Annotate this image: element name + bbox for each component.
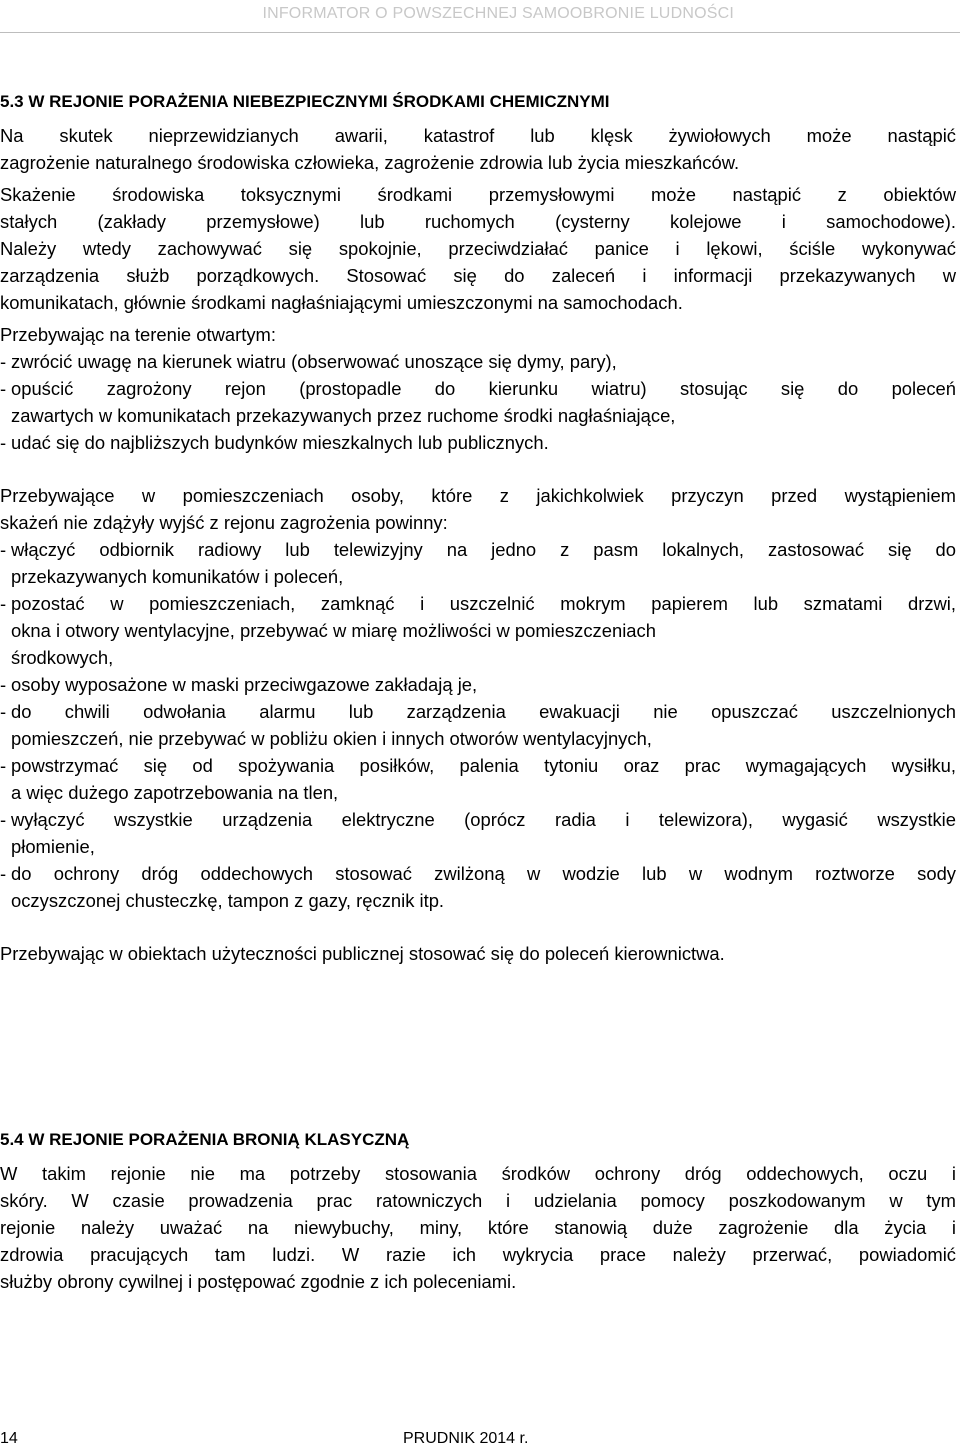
text-line: Przebywające w pomieszczeniach osoby, które z jakichkolwiek przyczyn przed wystąpieniem (0, 485, 956, 506)
list-item: - włączyć odbiornik radiowy lub telewizyjny na jedno z pasm lokalnych, zastosować się do przekazywanych komunikatów i poleceń, (0, 536, 956, 590)
text-line: Skażenie środowiska toksycznymi środkami przemysłowymi może nastąpić z obiektów (0, 184, 956, 205)
paragraph-intro (0, 122, 956, 176)
text-line: środkowych, (11, 647, 114, 668)
text-line: stałych (zakłady przemysłowe) lub ruchomych (cysterny kolejowe i samochodowe). (0, 211, 956, 232)
text-line: Na skutek nieprzewidzianych awarii, katastrof lub klęsk żywiołowych może nastąpić (0, 125, 956, 146)
list-item: - pozostać w pomieszczeniach, zamknąć i uszczelnić mokrym papierem lub szmatami drzwi, okna i otwory wentylacyjne, przebywać w miarę możliwości w pomieszczeniach środkowych, (0, 590, 956, 671)
public-buildings-paragraph (0, 940, 956, 967)
section-5-4 (0, 1128, 956, 1295)
text-line: zdrowia pracujących tam ludzi. W razie ich wykrycia prace należy przerwać, powiadomić (0, 1244, 956, 1265)
indoors-list (0, 536, 956, 914)
text-line: zarządzenia służb porządkowych. Stosować się do zaleceń i informacji przekazywanych w (0, 265, 956, 286)
text-line: Przebywając na terenie otwartym: (0, 324, 276, 345)
text-line: włączyć odbiornik radiowy lub telewizyjny na jedno z pasm lokalnych, zastosować się do (11, 539, 956, 560)
text-line: wyłączyć wszystkie urządzenia elektryczne (oprócz radia i telewizora), wygasić wszystkie (11, 809, 956, 830)
text-line: Przebywając w obiektach użyteczności publicznej stosować się do poleceń kierownictwa. (0, 943, 725, 964)
text-line: rejonie należy uważać na niewybuchy, miny, które stanowią duże zagrożenie dla życia i (0, 1217, 956, 1238)
running-header: INFORMATOR O POWSZECHNEJ SAMOOBRONIE LUDNOŚCI (262, 5, 734, 22)
text-line: komunikatach, głównie środkami nagłaśniającymi umieszczonymi na samochodach. (0, 292, 683, 313)
list-item: - do chwili odwołania alarmu lub zarządzenia ewakuacji nie opuszczać uszczelnionych pomieszczeń, nie przebywać w pobliżu okien i innych otworów wentylacyjnych, (0, 698, 956, 752)
text-line: skóry. W czasie prowadzenia prac ratowniczych i udzielania pomocy poszkodowanym w tym (0, 1190, 956, 1211)
open-area-intro (0, 321, 956, 348)
text-line: udać się do najbliższych budynków mieszkalnych lub publicznych. (11, 432, 549, 453)
list-item: - wyłączyć wszystkie urządzenia elektryczne (oprócz radia i telewizora), wygasić wszystkie płomienie, (0, 806, 956, 860)
text-line: płomienie, (11, 836, 95, 857)
text-line: a więc dużego zapotrzebowania na tlen, (11, 782, 339, 803)
open-area-list (0, 348, 956, 456)
header-rule (0, 32, 960, 33)
paragraph-classic-weapons (0, 1160, 956, 1295)
text-line: Należy wtedy zachowywać się spokojnie, przeciwdziałać panice i lękowi, ściśle wykonywać (0, 238, 956, 259)
page-number: 14 (0, 1430, 18, 1447)
list-item: - zwrócić uwagę na kierunek wiatru (obserwować unoszące się dymy, pary), (0, 348, 956, 375)
section-5-3 (0, 90, 956, 967)
text-line: osoby wyposażone w maski przeciwgazowe zakładają je, (11, 674, 478, 695)
text-line: W takim rejonie nie ma potrzeby stosowania środków ochrony dróg oddechowych, oczu i (0, 1163, 956, 1184)
text-line: zawartych w komunikatach przekazywanych przez ruchome środki nagłaśniające, (11, 405, 676, 426)
text-line: oczyszczonej chusteczkę, tampon z gazy, ręcznik itp. (11, 890, 445, 911)
section-heading: 5.3 W REJONIE PORAŻENIA NIEBEZPIECZNYMI ŚRODKAMI CHEMICZNYMI (0, 92, 610, 111)
list-item: - opuścić zagrożony rejon (prostopadle do kierunku wiatru) stosując się do poleceń zawartych w komunikatach przekazywanych przez ruchome środki nagłaśniające, (0, 375, 956, 429)
text-line: przekazywanych komunikatów i poleceń, (11, 566, 344, 587)
text-line: zwrócić uwagę na kierunek wiatru (obserwować unoszące się dymy, pary), (11, 351, 617, 372)
list-item: - do ochrony dróg oddechowych stosować zwilżoną w wodzie lub w wodnym roztworze sody oczyszczonej chusteczkę, tampon z gazy, ręcznik itp. (0, 860, 956, 914)
text-line: pozostać w pomieszczeniach, zamknąć i uszczelnić mokrym papierem lub szmatami drzwi, (11, 593, 956, 614)
text-line: opuścić zagrożony rejon (prostopadle do kierunku wiatru) stosując się do poleceń (11, 378, 956, 399)
text-line: do chwili odwołania alarmu lub zarządzenia ewakuacji nie opuszczać uszczelnionych (11, 701, 956, 722)
section-heading: 5.4 W REJONIE PORAŻENIA BRONIĄ KLASYCZNĄ (0, 1130, 410, 1149)
text-line: do ochrony dróg oddechowych stosować zwilżoną w wodzie lub w wodnym roztworze sody (11, 863, 956, 884)
footer-issue: PRUDNIK 2014 r. (403, 1430, 529, 1447)
list-item: - osoby wyposażone w maski przeciwgazowe zakładają je, (0, 671, 956, 698)
text-line: służby obrony cywilnej i postępować zgodnie z ich poleceniami. (0, 1271, 517, 1292)
text-line: powstrzymać się od spożywania posiłków, palenia tytoniu oraz prac wymagających wysiłku, (11, 755, 956, 776)
text-line: zagrożenie naturalnego środowiska człowieka, zagrożenie zdrowia lub życia mieszkańców. (0, 152, 740, 173)
paragraph-contamination (0, 181, 956, 316)
list-item: - powstrzymać się od spożywania posiłków, palenia tytoniu oraz prac wymagających wysiłku, a więc dużego zapotrzebowania na tlen, (0, 752, 956, 806)
text-line: pomieszczeń, nie przebywać w pobliżu okien i innych otworów wentylacyjnych, (11, 728, 652, 749)
text-line: okna i otwory wentylacyjne, przebywać w miarę możliwości w pomieszczeniach (11, 620, 656, 641)
list-item: - udać się do najbliższych budynków mieszkalnych lub publicznych. (0, 429, 956, 456)
text-line: skażeń nie zdążyły wyjść z rejonu zagrożenia powinny: (0, 512, 448, 533)
indoors-intro (0, 482, 956, 536)
